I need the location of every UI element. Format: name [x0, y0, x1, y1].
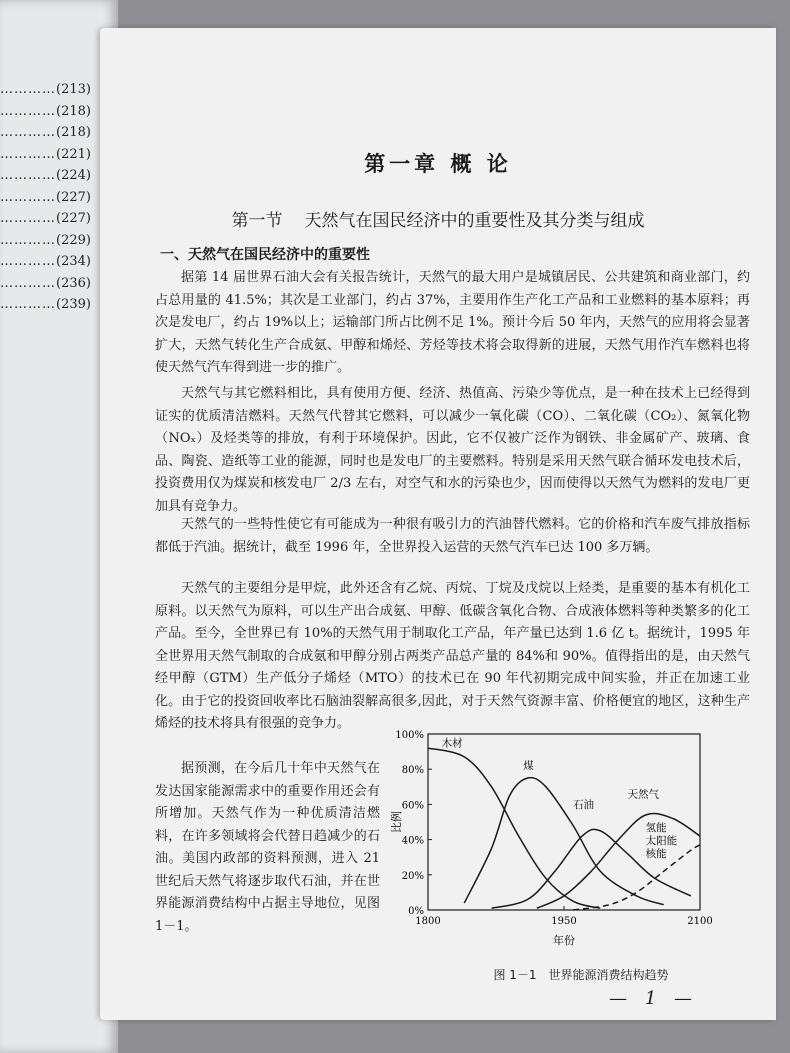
x-tick-label: 2100: [687, 916, 713, 927]
y-tick-label: 40%: [401, 835, 424, 847]
toc-line: [0, 123, 112, 143]
y-tick-label: 20%: [401, 870, 424, 882]
x-tick-label: 1950: [551, 916, 577, 927]
toc-page-number: (218): [56, 103, 91, 119]
toc-page-number: (239): [56, 297, 91, 312]
toc-dots: …………: [0, 146, 56, 162]
toc-dots: …………: [0, 297, 56, 312]
y-tick-label: 80%: [401, 765, 424, 777]
toc-line: [0, 188, 112, 208]
subsection-title: 一、天然气在国民经济中的重要性: [160, 247, 370, 263]
x-tick-label: 1800: [415, 916, 441, 927]
toc-page-number: (234): [56, 254, 91, 269]
x-axis-label: 年份: [553, 934, 575, 947]
paragraph: 据第 14 届世界石油大会有关报告统计，天然气的最大用户是城镇居民、公共建筑和商业部门，约占总用量的 41.5%；其次是工业部门，约占 37%，主要用作生产化工产品和工业燃料的基本原料；再次是发电厂，约占 19%以上；运输部门所占比例不足 1%。预计今后 50 年内，天然气的应用将会显著扩大，天然气转化生产合成氨、甲醇和烯烃、芳烃等技术将会取得新的进展，天然气用作汽车燃料也将使天然气汽车得到进一步的推广。: [155, 270, 750, 375]
y-tick-label: 100%: [395, 730, 424, 741]
chapter-title: 第一章 概 论: [364, 152, 512, 176]
toc-page-number: (227): [56, 211, 91, 226]
y-tick-label: 0%: [408, 906, 424, 917]
toc-dots: …………: [0, 189, 56, 205]
toc-line: [0, 102, 112, 122]
toc-line: [0, 295, 112, 315]
toc-page-number: (213): [56, 82, 91, 97]
series-label: 氢能: [645, 821, 667, 834]
paragraph: 天然气的一些特性使它有可能成为一种很有吸引力的汽油替代燃料。它的价格和汽车废气排放指标都低于汽油。据统计，截至 1996 年，全世界投入运营的天然气汽车已达 100 多万辆。: [155, 517, 750, 555]
toc-page-number: (218): [56, 125, 91, 140]
toc-dots: …………: [0, 254, 56, 269]
toc-line: [0, 166, 112, 186]
book-page: [100, 28, 776, 1020]
energy-trend-chart: [390, 700, 766, 962]
section-heading: 天然气在国民经济中的重要性及其分类与组成: [304, 211, 645, 231]
toc-line: [0, 145, 112, 165]
toc-page-number: (227): [56, 189, 91, 205]
toc-dots: …………: [0, 103, 56, 119]
toc-line: [0, 274, 112, 294]
paragraph: 据预测，在今后几十年中天然气在发达国家能源需求中的重要作用还会有所增加。天然气作为一种优质清洁燃料，在许多领域将会代替日趋减少的石油。美国内政部的资料预测，进入 21 世纪后天然气将逐步取代石油，并在世界能源消费结构中占据主导地位，见图 1－1。: [155, 761, 380, 934]
toc-dots: …………: [0, 232, 56, 248]
toc-line: [0, 209, 112, 229]
section-number: 第一节: [231, 211, 283, 231]
toc-dots: …………: [0, 168, 56, 183]
series-label: 木材: [441, 737, 463, 750]
toc-line: [0, 231, 112, 251]
toc-page-number: (224): [56, 168, 91, 183]
toc-dots: …………: [0, 82, 56, 97]
toc-dots: …………: [0, 275, 56, 291]
toc-page-number: (229): [56, 232, 91, 248]
paragraph: 天然气与其它燃料相比，具有使用方便、经济、热值高、污染少等优点，是一种在技术上已经得到证实的优质清洁燃料。天然气代替其它燃料，可以减少一氧化碳（CO）、二氧化碳（CO₂）、氮氧化物（NOₓ）及烃类等的排放，有利于环境保护。因此，它不仅被广泛作为钢铁、非金属矿产、玻璃、食品、陶瓷、造纸等工业的能源，同时也是发电厂的主要燃料。特别是采用天然气联合循环发电技术后，投资费用仅为煤炭和核发电厂 2/3 左右，对空气和水的污染也少，因而使得以天然气为燃料的发电厂更加具有竞争力。: [155, 386, 750, 514]
toc-line: [0, 252, 112, 272]
toc-page-number: (221): [56, 146, 91, 162]
toc-dots: …………: [0, 211, 56, 226]
y-tick-label: 60%: [401, 800, 424, 812]
y-axis-label: 比例: [390, 811, 403, 833]
series-label: 石油: [573, 798, 595, 811]
series-label: 核能: [645, 847, 667, 860]
toc-dots: …………: [0, 125, 56, 140]
series-label: 煤: [523, 760, 534, 773]
figure-caption: 图 1－1 世界能源消费结构趋势: [493, 968, 669, 982]
section-title: [100, 206, 776, 231]
paragraph: 天然气的主要组分是甲烷，此外还含有乙烷、丙烷、丁烷及戊烷以上烃类，是重要的基本有机化工原料。以天然气为原料，可以生产出合成氨、甲醇、低碳含氧化合物、合成液体燃料等种类繁多的化工产品。至今，全世界已有 10%的天然气用于制取化工产品，年产量已达到 1.6 亿 t。据统计，1995 年全世界用天然气制取的合成氨和甲醇分别占两类产品总产量的 84%和 90%。值得指出的是，由天然气经甲醇（GTM）生产低分子烯烃（MTO）的技术已在 90 年代初期完成中间实验，并正在加速工业化。由于它的投资回收率比石脑油裂解高很多,因此，对于天然气资源丰富、价格便宜的地区，这种生产烯烃的技术将具有很强的竞争力。: [155, 581, 750, 731]
series-label: 天然气: [627, 788, 659, 801]
energy-trend-figure: [390, 700, 766, 985]
series-line: [573, 845, 700, 910]
toc-line: [0, 80, 112, 100]
page-number: — 1 —: [609, 988, 698, 1009]
toc-page-number: (236): [56, 275, 91, 291]
series-label: 太阳能: [645, 834, 678, 847]
